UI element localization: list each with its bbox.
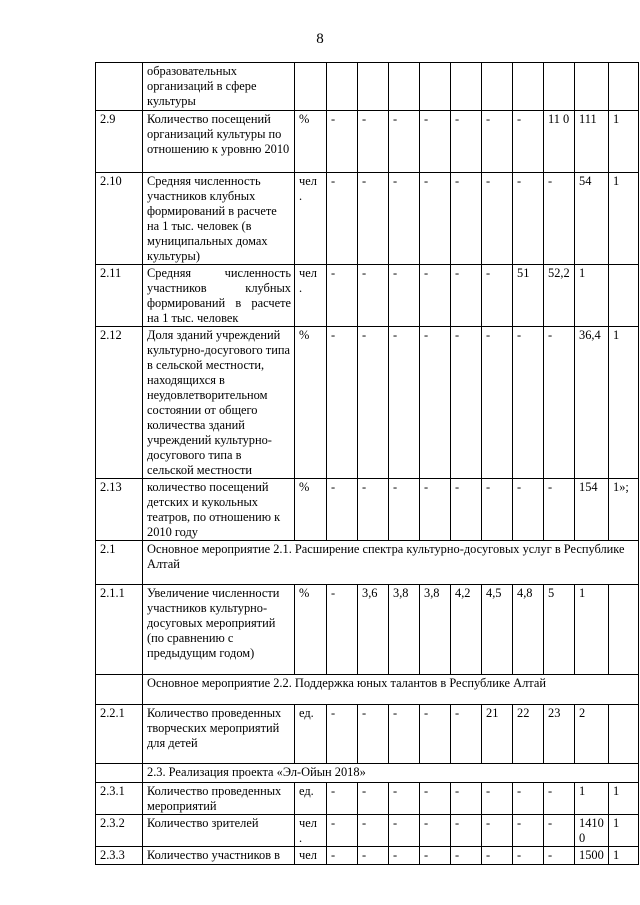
- value-cell: -: [327, 585, 358, 675]
- value-cell: -: [482, 111, 513, 173]
- unit-cell: [295, 63, 327, 111]
- indicator-name: Увеличение численности участников культурно-досуговых мероприятий (по сравнению с предыдущим годом): [143, 585, 295, 675]
- unit-cell: ед.: [295, 705, 327, 764]
- value-cell: [575, 63, 609, 111]
- indicator-name: Количество проведенных творческих мероприятий для детей: [143, 705, 295, 764]
- value-cell: -: [389, 705, 420, 764]
- row-number: [96, 764, 143, 783]
- value-cell: [389, 63, 420, 111]
- value-cell: -: [513, 111, 544, 173]
- value-cell: 1: [609, 815, 639, 847]
- value-cell: 1: [609, 111, 639, 173]
- value-cell: 1»;: [609, 479, 639, 541]
- table-row: [96, 265, 639, 327]
- indicator-name: количество посещений детских и кукольных театров, по отношению к 2010 году: [143, 479, 295, 541]
- value-cell: 11 0: [544, 111, 575, 173]
- indicator-name: Доля зданий учреждений культурно-досугового типа в сельской местности, находящихся в неудовлетворительном состоянии от общего количества зданий учреждений культурно-досугового типа в сельской местности: [143, 327, 295, 479]
- value-cell: -: [544, 847, 575, 865]
- value-cell: -: [420, 111, 451, 173]
- value-cell: 1: [609, 847, 639, 865]
- value-cell: 3,8: [389, 585, 420, 675]
- value-cell: -: [451, 815, 482, 847]
- value-cell: 4,2: [451, 585, 482, 675]
- table-row: [96, 63, 639, 111]
- unit-cell: %: [295, 585, 327, 675]
- value-cell: -: [358, 783, 389, 815]
- section-heading: Основное мероприятие 2.2. Поддержка юных талантов в Республике Алтай: [143, 675, 639, 705]
- value-cell: -: [451, 111, 482, 173]
- table-row: [96, 173, 639, 265]
- unit-cell: чел .: [295, 265, 327, 327]
- row-number: 2.3.2: [96, 815, 143, 847]
- value-cell: 1410 0: [575, 815, 609, 847]
- value-cell: -: [420, 265, 451, 327]
- value-cell: -: [451, 327, 482, 479]
- value-cell: 154: [575, 479, 609, 541]
- indicator-name: Количество проведенных мероприятий: [143, 783, 295, 815]
- value-cell: -: [358, 111, 389, 173]
- unit-cell: %: [295, 327, 327, 479]
- value-cell: -: [544, 173, 575, 265]
- value-cell: -: [451, 705, 482, 764]
- value-cell: -: [482, 173, 513, 265]
- page-number: 8: [316, 31, 324, 47]
- row-number: 2.1.1: [96, 585, 143, 675]
- value-cell: [482, 63, 513, 111]
- indicator-name: Количество посещений организаций культуры по отношению к уровню 2010: [143, 111, 295, 173]
- value-cell: -: [389, 783, 420, 815]
- row-number: 2.10: [96, 173, 143, 265]
- indicators-table: [95, 62, 639, 865]
- value-cell: -: [420, 783, 451, 815]
- value-cell: 1: [575, 783, 609, 815]
- value-cell: -: [544, 327, 575, 479]
- value-cell: -: [513, 783, 544, 815]
- value-cell: [513, 63, 544, 111]
- value-cell: 111: [575, 111, 609, 173]
- value-cell: -: [420, 327, 451, 479]
- table-row: [96, 585, 639, 675]
- table-row: [96, 815, 639, 847]
- value-cell: -: [482, 327, 513, 479]
- value-cell: -: [513, 847, 544, 865]
- value-cell: 54: [575, 173, 609, 265]
- table-row: [96, 705, 639, 764]
- value-cell: -: [544, 815, 575, 847]
- row-number: 2.11: [96, 265, 143, 327]
- section-heading: Основное мероприятие 2.1. Расширение спектра культурно-досуговых услуг в Республике Алтай: [143, 541, 639, 585]
- value-cell: -: [420, 479, 451, 541]
- table-row: [96, 675, 639, 705]
- value-cell: -: [420, 705, 451, 764]
- value-cell: [609, 585, 639, 675]
- value-cell: 52,2: [544, 265, 575, 327]
- value-cell: -: [327, 479, 358, 541]
- value-cell: [358, 63, 389, 111]
- value-cell: 3,6: [358, 585, 389, 675]
- row-number: 2.3.1: [96, 783, 143, 815]
- indicator-name: Средняя численность участников клубных формирований в расчете на 1 тыс. человек: [143, 265, 295, 327]
- value-cell: 36,4: [575, 327, 609, 479]
- value-cell: -: [327, 265, 358, 327]
- unit-cell: чел: [295, 847, 327, 865]
- value-cell: -: [544, 783, 575, 815]
- value-cell: -: [513, 173, 544, 265]
- value-cell: -: [389, 265, 420, 327]
- value-cell: -: [327, 783, 358, 815]
- value-cell: [609, 63, 639, 111]
- value-cell: -: [389, 479, 420, 541]
- unit-cell: %: [295, 111, 327, 173]
- value-cell: -: [482, 479, 513, 541]
- row-number: [96, 675, 143, 705]
- unit-cell: чел .: [295, 815, 327, 847]
- value-cell: 23: [544, 705, 575, 764]
- indicator-name: Количество зрителей: [143, 815, 295, 847]
- row-number: 2.12: [96, 327, 143, 479]
- value-cell: -: [420, 173, 451, 265]
- row-number: 2.2.1: [96, 705, 143, 764]
- value-cell: -: [327, 173, 358, 265]
- row-number: 2.1: [96, 541, 143, 585]
- value-cell: 3,8: [420, 585, 451, 675]
- table-row: [96, 327, 639, 479]
- value-cell: 4,8: [513, 585, 544, 675]
- value-cell: -: [358, 265, 389, 327]
- value-cell: -: [513, 479, 544, 541]
- value-cell: -: [544, 479, 575, 541]
- value-cell: 1500: [575, 847, 609, 865]
- table-row: [96, 847, 639, 865]
- value-cell: -: [327, 847, 358, 865]
- section-heading: 2.3. Реализация проекта «Эл-Ойын 2018»: [143, 764, 639, 783]
- table-row: [96, 783, 639, 815]
- unit-cell: %: [295, 479, 327, 541]
- value-cell: -: [389, 173, 420, 265]
- unit-cell: чел .: [295, 173, 327, 265]
- value-cell: 1: [609, 783, 639, 815]
- value-cell: -: [358, 479, 389, 541]
- indicator-name: образовательных организаций в сфере культуры: [143, 63, 295, 111]
- value-cell: -: [482, 783, 513, 815]
- value-cell: -: [451, 265, 482, 327]
- table-row: [96, 111, 639, 173]
- value-cell: 1: [575, 585, 609, 675]
- value-cell: -: [327, 705, 358, 764]
- value-cell: 1: [609, 173, 639, 265]
- row-number: [96, 63, 143, 111]
- value-cell: 2: [575, 705, 609, 764]
- value-cell: -: [327, 327, 358, 479]
- value-cell: 1: [609, 327, 639, 479]
- value-cell: -: [482, 847, 513, 865]
- value-cell: 4,5: [482, 585, 513, 675]
- value-cell: -: [451, 479, 482, 541]
- value-cell: -: [451, 173, 482, 265]
- table-row: [96, 479, 639, 541]
- value-cell: -: [389, 815, 420, 847]
- value-cell: [609, 265, 639, 327]
- value-cell: -: [389, 847, 420, 865]
- value-cell: [420, 63, 451, 111]
- value-cell: -: [389, 111, 420, 173]
- unit-cell: ед.: [295, 783, 327, 815]
- value-cell: 51: [513, 265, 544, 327]
- row-number: 2.13: [96, 479, 143, 541]
- value-cell: 22: [513, 705, 544, 764]
- value-cell: -: [420, 847, 451, 865]
- value-cell: -: [482, 815, 513, 847]
- row-number: 2.3.3: [96, 847, 143, 865]
- value-cell: -: [358, 815, 389, 847]
- value-cell: -: [389, 327, 420, 479]
- value-cell: [609, 705, 639, 764]
- value-cell: 5: [544, 585, 575, 675]
- value-cell: -: [358, 173, 389, 265]
- value-cell: -: [358, 705, 389, 764]
- value-cell: -: [327, 815, 358, 847]
- value-cell: -: [513, 327, 544, 479]
- table-row: [96, 541, 639, 585]
- table-row: [96, 764, 639, 783]
- indicator-name: Количество участников в: [143, 847, 295, 865]
- value-cell: 1: [575, 265, 609, 327]
- value-cell: 21: [482, 705, 513, 764]
- indicator-name: Средняя численность участников клубных формирований в расчете на 1 тыс. человек (в муниципальных домах культуры): [143, 173, 295, 265]
- value-cell: [327, 63, 358, 111]
- value-cell: [451, 63, 482, 111]
- value-cell: -: [358, 327, 389, 479]
- value-cell: -: [451, 783, 482, 815]
- value-cell: [544, 63, 575, 111]
- value-cell: -: [358, 847, 389, 865]
- value-cell: -: [327, 111, 358, 173]
- value-cell: -: [451, 847, 482, 865]
- row-number: 2.9: [96, 111, 143, 173]
- value-cell: -: [482, 265, 513, 327]
- value-cell: -: [513, 815, 544, 847]
- value-cell: -: [420, 815, 451, 847]
